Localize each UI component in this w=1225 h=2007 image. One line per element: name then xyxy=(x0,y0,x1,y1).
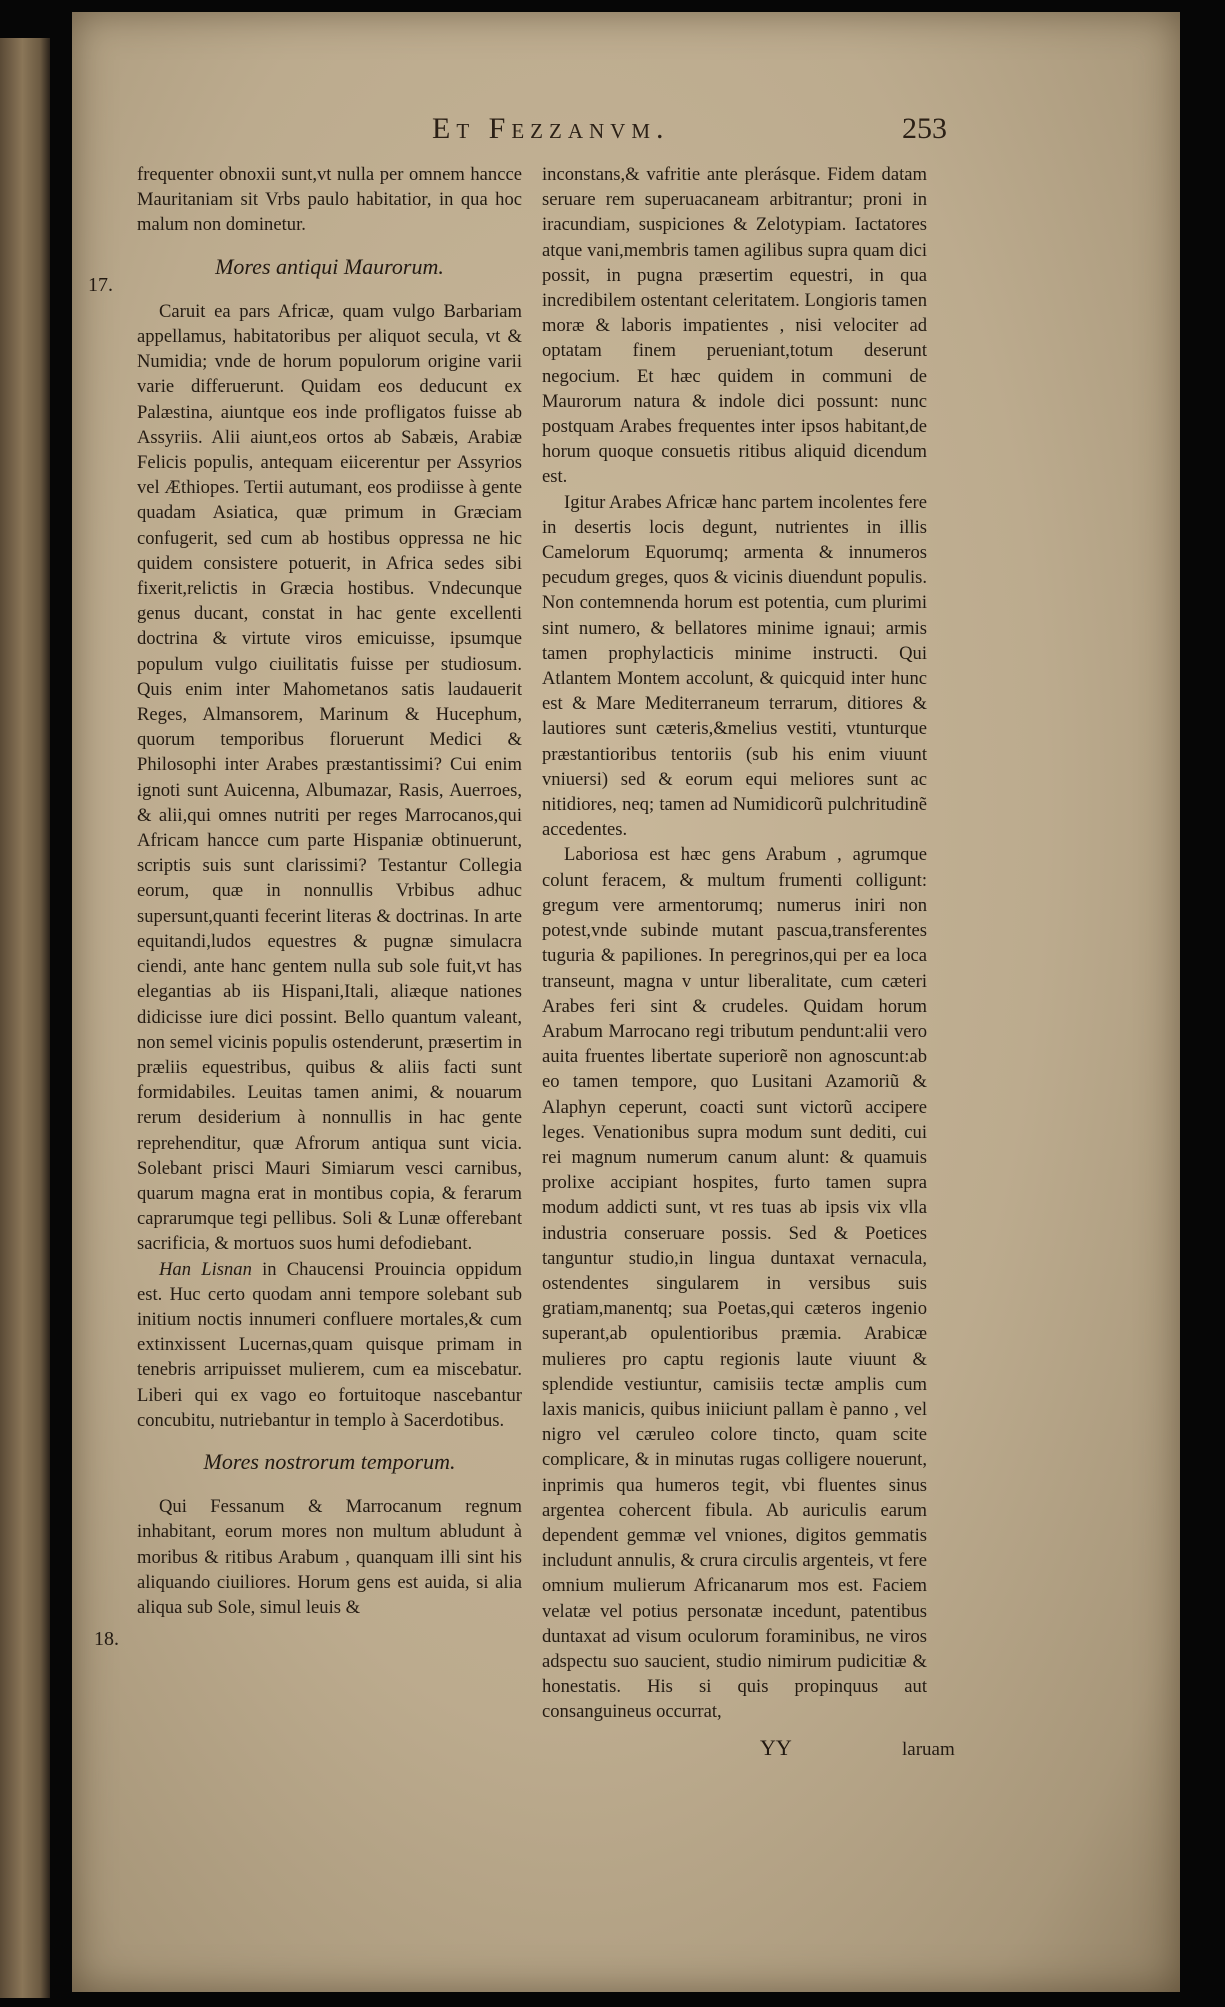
paragraph-number-17: 17. xyxy=(88,274,113,296)
right-column xyxy=(542,162,927,1725)
place-name: Han Lisnan xyxy=(159,1258,252,1280)
intro-paragraph: frequenter obnoxii sunt,vt nulla per omnem hancce Mauritaniam sit Vrbs paulo habitatior, in qua hoc malum non dominetur. xyxy=(137,164,522,236)
paragraph-number-18: 18. xyxy=(94,1628,119,1650)
section-heading-modern-customs: Mores nostrorum temporum. xyxy=(203,1448,456,1474)
paragraph-arabs-desert: Igitur Arabes Africæ hanc partem incolentes fere in desertis locis degunt, nutrientes in illis Camelorum Equorumq; armenta & innumeros pecudum greges, quos & vicinis diuendunt populis. Non contemnenda horum est potentia, cum plurimi sint numero, & bellatores minime ignaui; armis tamen prophylacticis minime instructi. Qui Atlantem Montem accolunt, & quicquid inter hunc est & Mare Mediterraneum terrarum, ditiores & lautiores sunt cæteris,&melius vestiti, vtunturque præstantioribus tentoriis (sub his enim viuunt vniuersi) sed & eorum equi meliores sunt ac nitidiores, neq; tamen ad Numidicorũ pulchritudinẽ accedentes. xyxy=(542,491,927,841)
adjacent-page-edge xyxy=(0,38,50,1998)
paragraph-origins: Caruit ea pars Africæ, quam vulgo Barbariam appellamus, habitatoribus per aliquot secula, vt & Numidia; vnde de horum populorum origine varii varie differuerunt. Quidam eos deducunt ex Palæstina, aiuntque eos inde profligatos fuisse ab Assyriis. Alii aiunt,eos ortos ab Sabæis, Arabiæ Felicis populis, antequam eiicerentur per Assyrios vel Æthiopes. Tertii autumant, eos prodiisse à gente quadam Asiatica, quæ primum in Græciam confugerit, sed cum ab hostibus oppressa ne hic quidem consistere potuerit, in Africa sedes sibi fixerit,relictis in Græcia hostibus. Vndecunque genus ducant, constat in hac gente excellenti doctrina & virtute viros emicuisse, ipsumque populum vulgo ciuilitatis fuisse per studiosum. Quis enim inter Mahometanos satis laudauerit Reges, Almansorem, Marinum & Hucephum, quorum temporibus floruerunt Medici & Philosophi inter Arabes præstantissimi? Cui enim ignoti sunt Auicenna, Albumazar, Rasis, Auerroes, & alii,qui omnes nutriti per reges Marrocanos,qui Africam hancce cum parte Hispaniæ obtinuerunt, scriptis suis sunt clarissimi? Testantur Collegia eorum, quæ in nonnullis Vrbibus adhuc supersunt,quanti fecerint literas & doctrinas. In arte equitandi,ludos equestres & pugnæ simulacra ciendi, ante hanc gentem nulla sub sole fuit,vt has elegantias ab iis Hispani,Itali, aliæque nationes didicisse iure dici possint. Bello quantum valeant, non semel vicinis populis ostenderunt, præsertim in præliis equestribus, quibus & aliis facti sunt formidabiles. Leuitas tamen animi, & nouarum rerum desiderium à nonnullis in hac gente reprehenditur, quæ Afrorum antiqua sunt vicia. Solebant prisci Mauri Simiarum vesci carnibus, quarum magna erat in montibus copia, & ferarum caprarumque tegi pellibus. Soli & Lunæ offerebant sacrificia, & mortuos suos humi defodiebant. xyxy=(137,300,522,1255)
book-page xyxy=(72,12,1180,1992)
paragraph-han-lisnan xyxy=(137,1257,522,1433)
signature-mark: YY xyxy=(760,1735,792,1760)
catchword: laruam xyxy=(902,1739,955,1760)
running-head: Et Fezzanvm. xyxy=(432,112,670,145)
paragraph-character: inconstans,& vafritie ante plerásque. Fidem datam seruare rem superuacaneam arbitrantur; proni in iracundiam, suspiciones & Zelotypiam. Iactatores atque vani,membris tamen agilibus supra quam dici possit, in pugna præsertim equestri, in qua incredibilem ostentant celeritatem. Longioris tamen moræ & laboris impatientes , nisi velociter ad optatam finem perueniant,totum deserunt negocium. Et hæc quidem in communi de Maurorum natura & indole dici possunt: nunc postquam Arabes frequentes inter ipsos habitant,de horum quoque consuetis ritibus aliquid dicendum est. xyxy=(542,164,927,488)
paragraph-han-lisnan-text: in Chaucensi Prouincia oppidum est. Huc certo quodam anni tempore solebant sub initium noctis innumeri confluere mortales,& cum extinxissent Lucernas,quam quisque primam in tenebris arripuisset mulierem, cum ea miscebatur. Liberi qui ex vago eo fortuitoque nascebantur concubitu, nutriebantur in templo à Sacerdotibus. xyxy=(137,1258,522,1431)
left-column xyxy=(137,162,522,1620)
page-header xyxy=(72,112,1180,152)
section-heading-ancient-customs: Mores antiqui Maurorum. xyxy=(215,253,444,279)
page-number: 253 xyxy=(902,112,947,145)
paragraph-fez-morocco: Qui Fessanum & Marrocanum regnum inhabitant, eorum mores non multum abludunt à moribus & ritibus Arabum , quanquam illi sint his aliquando ciuiliores. Horum gens est auida, si alia aliqua sub Sole, simul leuis & xyxy=(137,1496,522,1618)
paragraph-arabs-customs: Laboriosa est hæc gens Arabum , agrumque colunt feracem, & multum frumenti colligunt: gregum vere armentorumq; numerus iniri non potest,vnde subinde mutant pascua,transferentes tuguria & papiliones. In peregrinos,qui per ea loca transeunt, magna v untur liberalitate, cum cæteri Arabes feri sint & crudeles. Quidam horum Arabum Marrocano regi tributum pendunt:alii vero auita fruentes libertate superiorẽ non agnoscunt:ab eo tamen tempore, quo Lusitani Azamoriũ & Alaphyn ceperunt, coacti sunt victorũ accipere leges. Venationibus supra modum sunt dediti, cui rei magnum numerum canum alunt: & quamuis prolixe accipiant hospites, furto tamen supra modum addicti sunt, vt res tuas ab ipsis vix vlla industria conseruare possis. Sed & Poetices tanguntur studio,in lingua duntaxat vernacula, ostendentes singularem in versibus suis gratiam,manentq; sua Poetas,qui cæteros ingenio superant,ab opulentioribus præmia. Arabicæ mulieres pro captu regionis laute viuunt & splendide vestiuntur, camisiis tectæ amplis cum laxis manicis, quibus iniiciunt pallam è panno , vel nigro vel cæruleo colore tincto, quam scite complicare, & in minutas rugas colligere nouerunt, inprimis qua humeros tegit, vbi fluentes sinus argentea cohercent fibula. Ab auriculis earum dependent gemmæ vel vniones, digitos gemmatis includunt annulis, & crura circulis argenteis, vt fere omnium mulierum Africanarum mos est. Faciem velatæ vel potius personatæ incedunt, patentibus duntaxat ad visum oculorum foraminibus, ne viros adspectu suo saucient, studio nimirum pudicitiæ & honestatis. His si quis propinquus aut consanguineus occurrat, xyxy=(542,844,927,1723)
